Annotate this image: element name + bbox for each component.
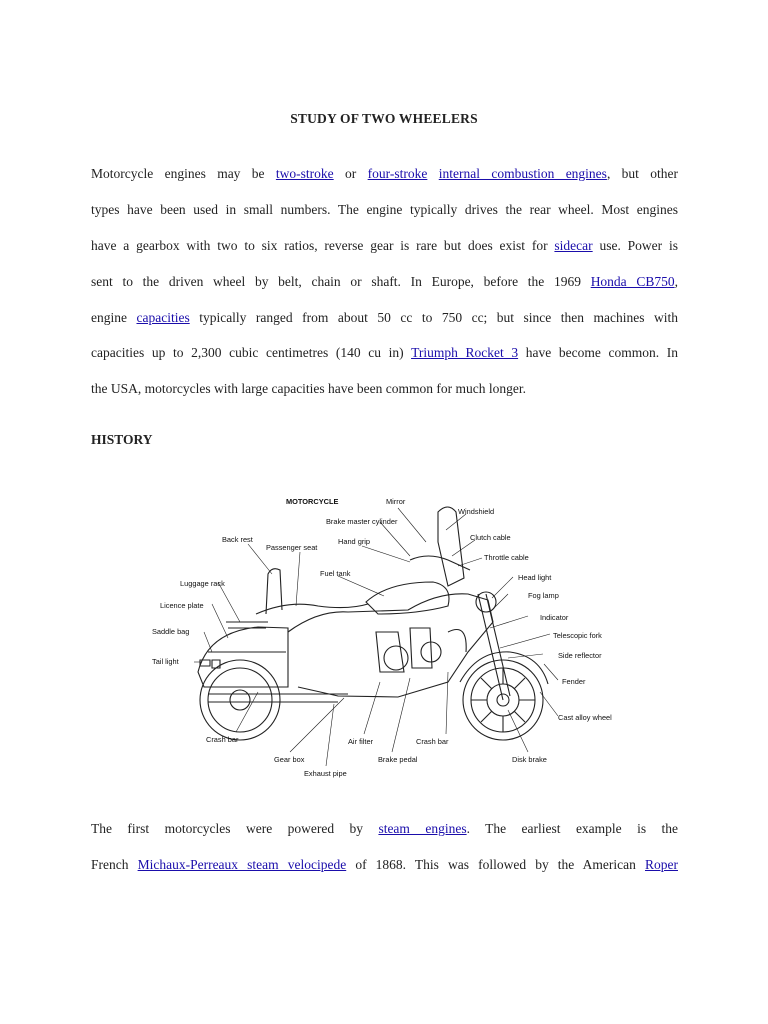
label-gear-box: Gear box bbox=[274, 755, 305, 764]
link-four-stroke[interactable]: four-stroke bbox=[367, 166, 428, 181]
label-fog-lamp: Fog lamp bbox=[528, 591, 559, 600]
motorcycle-diagram bbox=[148, 482, 620, 782]
label-hand-grip: Hand grip bbox=[338, 537, 371, 546]
label-brake-pedal: Brake pedal bbox=[378, 755, 418, 764]
label-licence-plate: Licence plate bbox=[160, 601, 204, 610]
rear-wheel bbox=[200, 660, 280, 740]
text-span: sent to the driven wheel by belt, chain or shaft. In Europe, before the 1969 bbox=[91, 273, 591, 289]
label-windshield: Windshield bbox=[458, 507, 495, 516]
label-telescopic-fork: Telescopic fork bbox=[553, 631, 602, 640]
label-disk-brake: Disk brake bbox=[512, 755, 547, 764]
exhaust-pipe-shape bbox=[208, 694, 348, 702]
text-span: use. Power is bbox=[592, 237, 678, 253]
text-span: have a gearbox with two to six ratios, reverse gear is rare but does exist for bbox=[91, 237, 555, 253]
link-roper[interactable]: Roper bbox=[644, 856, 678, 872]
text-span bbox=[427, 166, 438, 181]
section-heading-history: HISTORY bbox=[91, 432, 153, 447]
fuel-tank-shape bbox=[366, 582, 449, 614]
text-line bbox=[91, 264, 678, 300]
text-span: have become common. In bbox=[518, 345, 678, 361]
label-side-reflector: Side reflector bbox=[558, 651, 602, 660]
text-line bbox=[91, 847, 678, 883]
paragraph-history bbox=[91, 811, 678, 883]
text-line bbox=[91, 228, 678, 264]
link-two-stroke[interactable]: two-stroke bbox=[275, 166, 334, 181]
label-saddle-bag: Saddle bag bbox=[152, 627, 190, 636]
page-title: STUDY OF TWO WHEELERS bbox=[290, 111, 478, 126]
link-michaux-perreaux-steam-velocipede[interactable]: Michaux-Perreaux steam velocipede bbox=[137, 856, 347, 872]
text-span: typically ranged from about 50 cc to 750 cc; but since then machines with bbox=[189, 309, 678, 325]
text-span: or bbox=[333, 166, 368, 181]
link-steam-engines[interactable]: steam engines bbox=[378, 821, 467, 836]
label-clutch-cable: Clutch cable bbox=[470, 533, 511, 542]
motorcycle-diagram-svg bbox=[148, 482, 620, 782]
text-span: , but other bbox=[606, 166, 679, 181]
label-passenger-seat: Passenger seat bbox=[266, 543, 318, 552]
label-fender: Fender bbox=[562, 677, 586, 686]
label-cast-alloy-wheel: Cast alloy wheel bbox=[558, 713, 612, 722]
label-fuel-tank: Fuel tank bbox=[320, 569, 351, 578]
text-span: French bbox=[91, 856, 138, 872]
text-span: engine bbox=[91, 309, 137, 325]
label-exhaust-pipe: Exhaust pipe bbox=[304, 769, 347, 778]
label-crash-bar-left: Crash bar bbox=[206, 735, 239, 744]
label-back-rest: Back rest bbox=[222, 535, 253, 544]
link-honda-cb750[interactable]: Honda CB750 bbox=[590, 273, 675, 289]
text-line: the USA, motorcycles with large capacities have been common for much longer. bbox=[91, 381, 526, 397]
text-line bbox=[91, 335, 678, 371]
saddle-bag-shape bbox=[198, 627, 288, 687]
link-capacities[interactable]: capacities bbox=[136, 309, 190, 325]
paragraph-engines bbox=[91, 156, 678, 407]
motorcycle-body bbox=[288, 594, 493, 697]
text-span: Motorcycle engines may be bbox=[91, 166, 276, 181]
text-line bbox=[91, 300, 678, 336]
label-crash-bar-right: Crash bar bbox=[416, 737, 449, 746]
text-line bbox=[91, 811, 678, 847]
label-head-light: Head light bbox=[518, 573, 552, 582]
text-span: . The earliest example is the bbox=[466, 821, 679, 836]
label-air-filter: Air filter bbox=[348, 737, 374, 746]
label-indicator: Indicator bbox=[540, 613, 569, 622]
link-triumph-rocket-3[interactable]: Triumph Rocket 3 bbox=[411, 345, 519, 361]
diagram-title: MOTORCYCLE bbox=[286, 497, 339, 506]
label-luggage-rack: Luggage rack bbox=[180, 579, 225, 588]
label-mirror: Mirror bbox=[386, 497, 406, 506]
text-line bbox=[91, 156, 678, 192]
link-sidecar[interactable]: sidecar bbox=[554, 237, 593, 253]
label-brake-master-cylinder: Brake master cylinder bbox=[326, 517, 398, 526]
text-line: types have been used in small numbers. The engine typically drives the rear wheel. Most engines bbox=[91, 201, 678, 217]
label-throttle-cable: Throttle cable bbox=[484, 553, 529, 562]
link-internal-combustion-engines[interactable]: internal combustion engines bbox=[438, 166, 607, 181]
text-span: capacities up to 2,300 cubic centimetres (140 cu in) bbox=[91, 345, 412, 361]
text-span: The first motorcycles were powered by bbox=[91, 821, 379, 836]
text-span: of 1868. This was followed by the American bbox=[346, 856, 645, 872]
text-span: , bbox=[674, 273, 679, 289]
label-tail-light: Tail light bbox=[152, 657, 179, 666]
